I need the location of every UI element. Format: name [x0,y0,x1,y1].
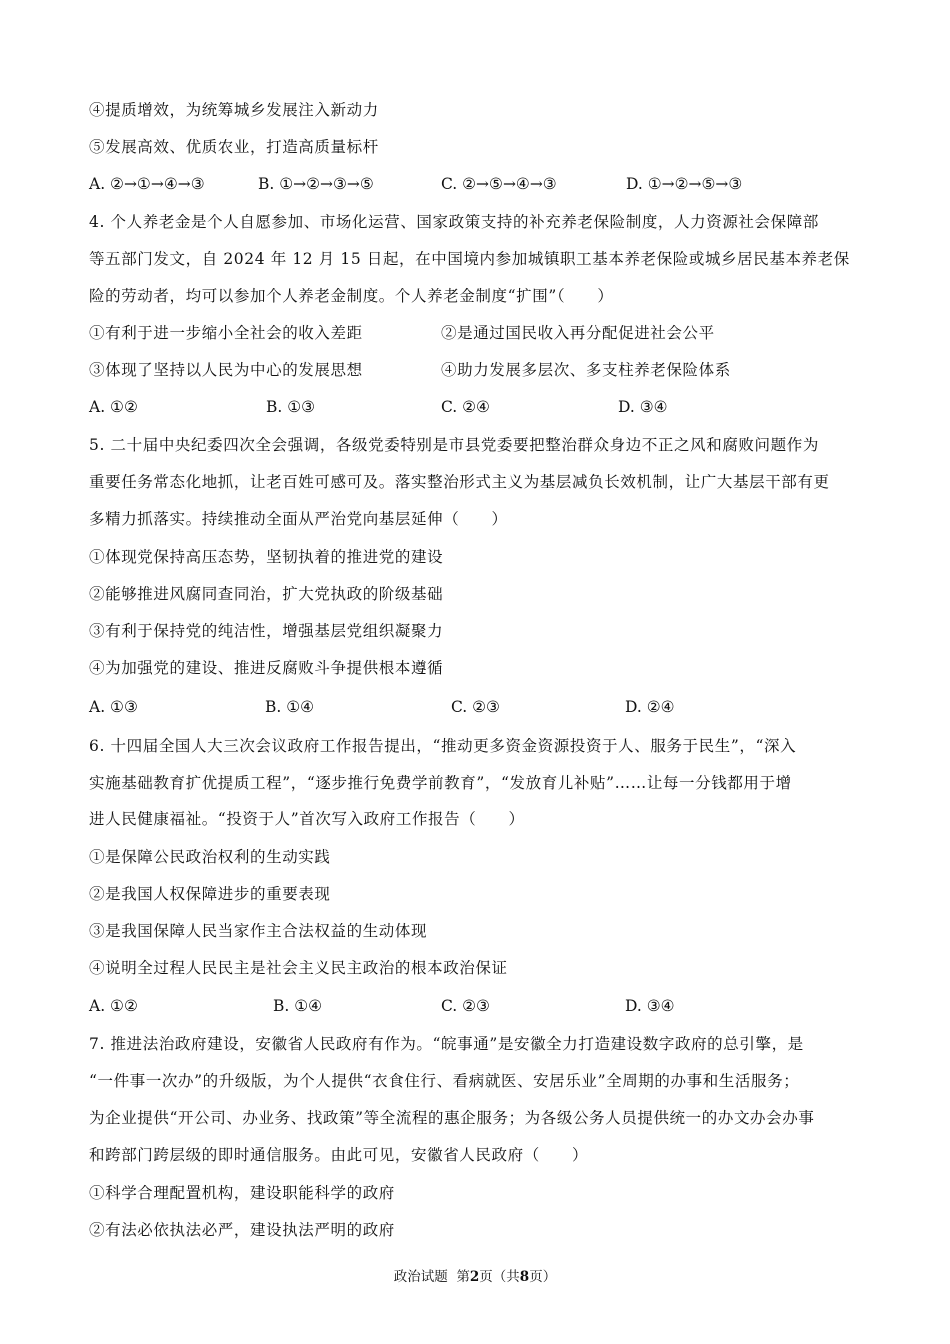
q6-item-1: ①是保障公民政治权利的生动实践 [89,848,331,866]
q4-items-row-1 [89,323,869,343]
q5-item-3: ③有利于保持党的纯洁性，增强基层党组织凝聚力 [89,622,444,640]
q6-stem-line-3: 进人民健康福祉。“投资于人”首次写入政府工作报告（ ） [89,810,525,828]
q3-option-b: B. ①→②→③→⑤ [258,175,374,193]
q4-stem-line-3: 险的劳动者，均可以参加个人养老金制度。个人养老金制度“扩围”（ ） [89,287,614,305]
q7-item-2: ②有法必依执法必严，建设执法严明的政府 [89,1221,395,1239]
q3-option-a: A. ②→①→④→③ [89,175,205,193]
q5-option-a: A. ①③ [89,698,138,716]
q7-stem-line-2: “一件事一次办”的升级版，为个人提供“衣食住行、看病就医、安居乐业”全周期的办事和生活服务； [89,1072,800,1090]
q5-item-1: ①体现党保持高压态势，坚韧执着的推进党的建设 [89,548,444,566]
q5-stem-line-1: 5. 二十届中央纪委四次全会强调，各级党委特别是市县党委要把整治群众身边不正之风和腐败问题作为 [89,436,819,454]
q6-item-4: ④说明全过程人民民主是社会主义民主政治的根本政治保证 [89,959,508,977]
q4-option-a: A. ①② [89,398,138,416]
q6-stem-line-2: 实施基础教育扩优提质工程”，“逐步推行免费学前教育”，“发放育儿补贴”……让每一分钱都用于增 [89,774,792,792]
q4-item-4: ④助力发展多层次、多支柱养老保险体系 [441,361,731,379]
q5-stem-line-3: 多精力抓落实。持续推动全面从严治党向基层延伸（ ） [89,510,508,528]
q5-item-2: ②能够推进风腐同查同治，扩大党执政的阶级基础 [89,585,444,603]
page-footer [0,1268,950,1286]
q5-option-b: B. ①④ [265,698,315,716]
q7-stem-line-3: 为企业提供“开公司、办业务、找政策”等全流程的惠企服务；为各级公务人员提供统一的办文办会办事 [89,1109,815,1127]
footer-page-number: 2 [469,1269,480,1285]
q3-item-5: ⑤发展高效、优质农业，打造高质量标杆 [89,138,379,156]
q5-option-c: C. ②③ [451,698,500,716]
q6-stem-line-1: 6. 十四届全国人大三次会议政府工作报告提出，“推动更多资金资源投资于人、服务于民生”，“深入 [89,737,797,755]
q3-item-4: ④提质增效，为统筹城乡发展注入新动力 [89,101,379,119]
q7-item-1: ①科学合理配置机构，建设职能科学的政府 [89,1184,395,1202]
footer-page-prefix: 第 [456,1269,470,1285]
q6-option-a: A. ①② [89,997,138,1015]
q3-option-c: C. ②→⑤→④→③ [441,175,557,193]
q4-options [89,397,869,417]
footer-total-pages: 8 [519,1269,530,1285]
q4-item-3: ③体现了坚持以人民为中心的发展思想 [89,361,363,379]
q6-item-2: ②是我国人权保障进步的重要表现 [89,885,331,903]
q4-option-d: D. ③④ [618,398,668,416]
footer-subject: 政治试题 [393,1269,448,1285]
q5-stem-line-2: 重要任务常态化地抓，让老百姓可感可及。落实整治形式主义为基层减负长效机制，让广大基层干部有更 [89,473,830,491]
q4-option-c: C. ②④ [441,398,490,416]
q6-options [89,996,869,1016]
q5-option-d: D. ②④ [625,698,675,716]
q5-options [89,697,869,717]
q4-option-b: B. ①③ [266,398,316,416]
q4-stem-line-1: 4. 个人养老金是个人自愿参加、市场化运营、国家政策支持的补充养老保险制度，人力资源社会保障部 [89,213,819,231]
q4-item-2: ②是通过国民收入再分配促进社会公平 [441,324,715,342]
q4-items-row-2 [89,360,869,380]
q4-item-1: ①有利于进一步缩小全社会的收入差距 [89,324,363,342]
footer-page-mid: 页（共 [479,1269,520,1285]
footer-page-suffix: 页） [529,1269,557,1285]
q3-options [89,174,869,194]
q6-option-c: C. ②③ [441,997,490,1015]
q7-stem-line-4: 和跨部门跨层级的即时通信服务。由此可见，安徽省人民政府（ ） [89,1146,589,1164]
q3-option-d: D. ①→②→⑤→③ [626,175,743,193]
q4-stem-line-2: 等五部门发文，自 2024 年 12 月 15 日起，在中国境内参加城镇职工基本养老保险或城乡居民基本养老保 [89,250,850,268]
q6-option-d: D. ③④ [625,997,675,1015]
q6-option-b: B. ①④ [273,997,323,1015]
q5-item-4: ④为加强党的建设、推进反腐败斗争提供根本遵循 [89,659,444,677]
q6-item-3: ③是我国保障人民当家作主合法权益的生动体现 [89,922,428,940]
q7-stem-line-1: 7. 推进法治政府建设，安徽省人民政府有作为。“皖事通”是安徽全力打造建设数字政府的总引擎，是 [89,1035,804,1053]
